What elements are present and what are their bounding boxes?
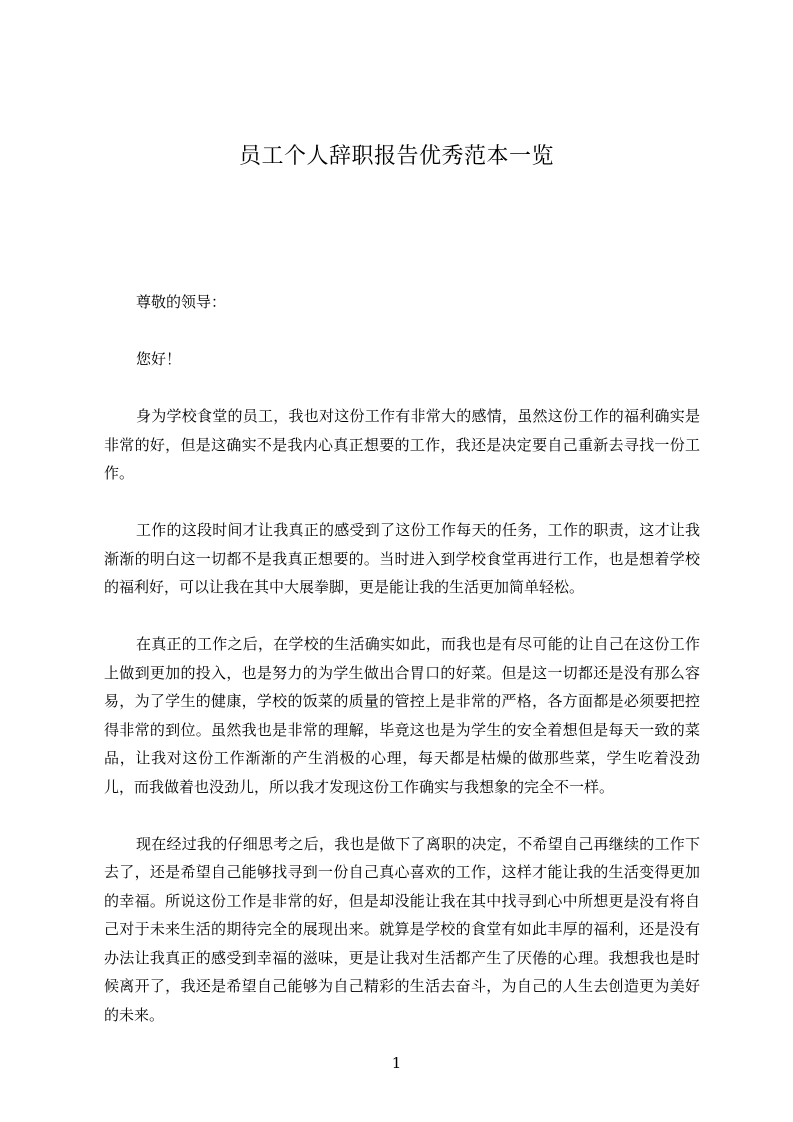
body-paragraph: 现在经过我的仔细思考之后，我也是做下了离职的决定，不希望自己再继续的工作下去了，还是希望自己能够找寻到一份自己真心喜欢的工作，这样才能让我的生活变得更加的幸福。所说这份工作是非常的好，但是却没能让我在其中找寻到心中所想更是没有将自己对于未来生活的期待完全的展现出来。就算是学校的食堂有如此丰厚的福利，还是没有办法让我真正的感受到幸福的滋味，更是让我对生活都产生了厌倦的心理。我想我也是时候离开了，我还是希望自己能够为自己精彩的生活去奋斗，为自己的人生去创造更为美好的未来。	[104, 834, 700, 1024]
page-number: 1	[391, 1054, 402, 1072]
greeting: 您好！	[136, 350, 182, 368]
body-paragraph: 身为学校食堂的员工，我也对这份工作有非常大的感情，虽然这份工作的福利确实是非常的好，但是这确实不是我内心真正想要的工作，我还是决定要自己重新去寻找一份工作。	[104, 407, 700, 482]
document-title: 员工个人辞职报告优秀范本一览	[238, 144, 554, 169]
salutation: 尊敬的领导：	[136, 293, 227, 311]
body-paragraph: 在真正的工作之后，在学校的生活确实如此，而我也是有尽可能的让自己在这份工作上做到更加的投入，也是努力的为学生做出合胃口的好菜。但是这一切都还是没有那么容易，为了学生的健康，学校的饭菜的质量的管控上是非常的严格，各方面都是必须要把控得非常的到位。虽然我也是非常的理解，毕竟这也是为学生的安全着想但是每天一致的菜品，让我对这份工作渐渐的产生消极的心理，每天都是枯燥的做那些菜，学生吃着没劲儿，而我做着也没劲儿，所以我才发现这份工作确实与我想象的完全不一样。	[104, 635, 700, 796]
document-body	[104, 288, 700, 1058]
body-paragraph: 工作的这段时间才让我真正的感受到了这份工作每天的任务，工作的职责，这才让我渐渐的明白这一切都不是我真正想要的。当时进入到学校食堂再进行工作，也是想着学校的福利好，可以让我在其中大展拳脚，更是能让我的生活更加简单轻松。	[104, 521, 700, 596]
